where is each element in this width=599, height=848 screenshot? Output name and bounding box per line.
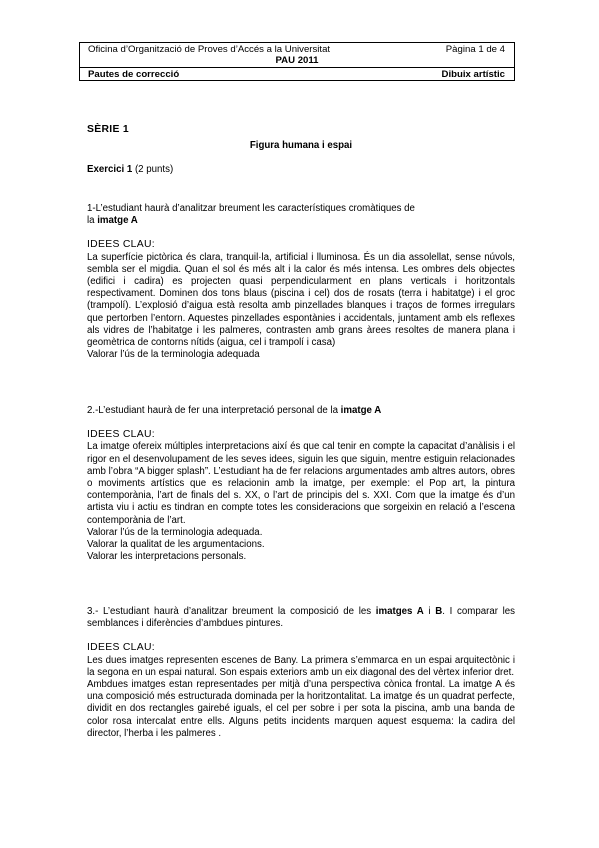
- question-3-image-ref-b: B: [435, 606, 443, 617]
- question-2: [87, 405, 515, 563]
- section-title: Figura humana i espai: [249, 140, 353, 151]
- question-2-assessment-1: Valorar l’ús de la terminologia adequada.: [87, 526, 263, 538]
- header-divider: [80, 67, 514, 68]
- question-2-key-label: IDEES CLAU:: [87, 429, 155, 441]
- question-1-prompt-line-1: 1-L’estudiant haurà d’analitzar breument les característiques cromàtiques de: [87, 203, 415, 214]
- question-2-body: La imatge ofereix múltiples interpretacions així és que cal tenir en compte la capacitat d’anàlisis i el rigor en el desenvolupament de les seves idees, siguin les que siguin, mentre estiguin relacionades amb l’obra “A bigger splash”. L’estudiant ha de fer relacions argumentades amb altres autors, obres o moviments artístics que es relacionin amb la imatge, per exemple: el Pop art, la pintura contemporània, l’art de finals del s. XX, o l’art de principis del s. XXI. Com que la imatge és d’un artista viu i actiu es tindran en compte totes les consideracions que sorgeixin en relació a l’escena contemporània de l’art.: [87, 441, 515, 526]
- question-3-image-ref-a: imatges A: [375, 606, 424, 617]
- question-1-key-label: IDEES CLAU:: [87, 239, 155, 251]
- question-2-image-ref: imatge A: [340, 405, 382, 416]
- question-2-assessment-3: Valorar les interpretacions personals.: [87, 551, 247, 563]
- question-3-conjunction: i: [423, 606, 436, 617]
- question-1-assessment: Valorar l’ús de la terminologia adequada: [87, 349, 260, 361]
- exercise-points: (2 punts): [134, 164, 174, 175]
- question-1-prompt-line-2: la: [87, 215, 98, 227]
- exercise-heading: [87, 164, 515, 176]
- question-1: [87, 203, 515, 361]
- subject-name: Dibuix artístic: [441, 69, 505, 80]
- exam-title: PAU 2011: [275, 55, 319, 66]
- question-1-image-ref: imatge A: [97, 215, 138, 227]
- page-header: [79, 42, 515, 81]
- question-1-prompt: [87, 203, 515, 227]
- question-2-assessment-2: Valorar la qualitat de les argumentacions.: [87, 539, 265, 551]
- institution-name: Oficina d’Organització de Proves d’Accés a la Universitat: [88, 44, 331, 55]
- question-3-body-2: Ambdues imatges estan representades per mitjà d’una perspectiva cònica frontal. La imatge A és una composició més estructurada dominada per la horitzontalitat. La imatge és un quadrat perfecte, dividit en dos rectangles gairebé iguals, el cel per sobre i per sota la piscina, amb una banda de color rosa intercalat entre ells. Alguns petits incidents marquen aquest esquema: la cadira del director, l’herba i les palmeres .: [87, 679, 515, 739]
- question-2-prompt-text: 2.-L’estudiant haurà de fer una interpretació personal de la: [87, 405, 341, 416]
- question-3-key-label: IDEES CLAU:: [87, 642, 155, 654]
- exercise-title: Exercici 1: [87, 164, 133, 175]
- question-3-body-1: Les dues imatges representen escenes de Bany. La primera s’emmarca en un espai arquitectònic i la segona en un espai natural. Son espais exteriors amb un eix diagonal des del vèrtex inferior dret.: [87, 654, 515, 678]
- question-1-body: La superfície pictòrica és clara, tranquil·la, artificial i lluminosa. És un dia assolellat, sense núvols, sembla ser el migdia. Quan el sol és més alt i la calor és més intensa. Les ombres dels objectes (edifici i cadira) es projecten quasi perpendicularment en plans verticals i horitzontals respectivament. Dominen dos tons blaus (piscina i cel) dos de rosats (terra i habitatge) i el groc (trampolí). L’explosió d’aigua està resolta amb pinzellades blanques i traços de formes irregulars que pertorben l’entorn. Aquestes pinzellades espontànies i accidentals, juntament amb els reflexes als vidres de l’habitatge i les palmeres, contrasten amb grans àrees resoltes de manera plana i geomètrica de contorns nítids (aigua, cel i trampolí i casa): [87, 251, 515, 349]
- page-number: Pàgina 1 de 4: [445, 44, 505, 55]
- question-3-prompt-text: 3.- L’estudiant haurà d’analitzar breument la composició de les: [87, 606, 376, 617]
- document-type: Pautes de correcció: [88, 69, 180, 80]
- question-3-prompt: [87, 606, 515, 630]
- question-3-prompt-text-end: . I comparar les semblances i diferències d’ambdues pintures.: [87, 606, 515, 630]
- series-title: SÈRIE 1: [87, 124, 129, 135]
- question-2-prompt: [87, 405, 515, 417]
- question-3: [87, 606, 515, 740]
